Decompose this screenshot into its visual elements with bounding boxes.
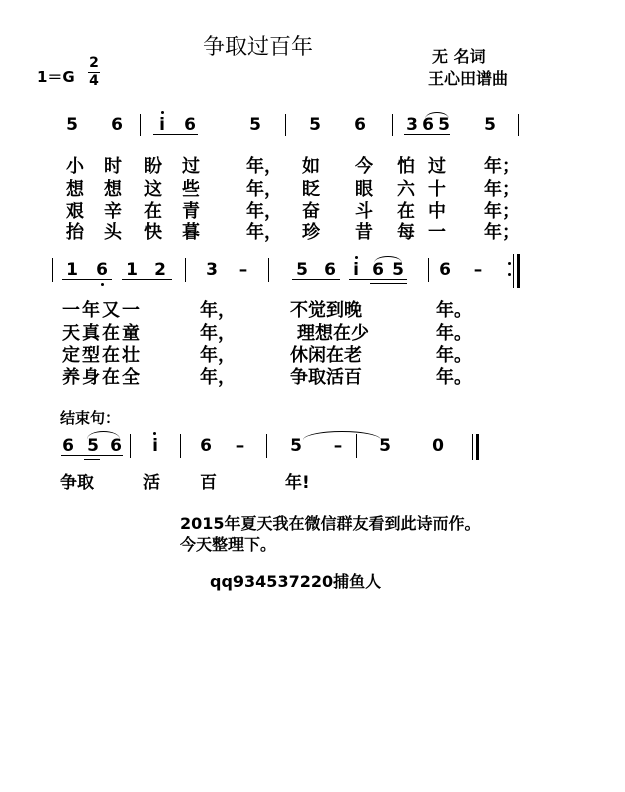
lyric: 百 [200,473,217,493]
lyric: 每 [397,222,415,243]
note: 6 [110,436,122,456]
bar-line [392,114,393,136]
note: i [152,436,158,456]
lyric: 年； [484,201,520,222]
lyric: 一 [428,222,446,243]
time-signature-top: 2 [89,55,99,71]
lyric: 年。 [436,367,472,388]
note: i [353,260,359,280]
bar-line [266,434,267,458]
lyric: 昔 [355,222,373,243]
note: 1 [126,260,138,280]
lyric: 想 [66,179,84,200]
repeat-bar-line [513,254,514,288]
note: 5 [484,115,496,135]
eighth-underline [404,134,450,135]
note: 1 [66,260,78,280]
lyric: 年! [285,473,310,493]
note: 3 [206,260,218,280]
lyricist-credit: 无 名词 [432,47,486,66]
time-signature-bottom: 4 [89,73,99,89]
eighth-underline [62,279,112,280]
high-octave-dot [153,432,156,435]
note: 6 [324,260,336,280]
bar-line [185,258,186,282]
bar-line [140,114,141,136]
bar-line [356,434,357,458]
lyric: 过 [428,156,446,177]
final-bar-line [472,434,473,460]
lyric: 过 [182,156,200,177]
eighth-underline [349,279,407,280]
eighth-underline [292,279,340,280]
lyric: 年。 [436,345,472,366]
bar-line [52,258,53,282]
final-bar-line-thick [476,434,479,460]
note: 5 [392,260,404,280]
note-text-2: 今天整理下。 [180,535,277,554]
low-octave-dot [101,283,104,286]
lyric: 艰 [66,201,84,222]
lyric: 些 [182,179,200,200]
lyric: 不觉到晚 [290,300,362,321]
note: 6 [200,436,212,456]
lyric: 年， [200,345,236,366]
sixteenth-underline [84,459,100,460]
lyric: 争取活百 [290,367,362,388]
lyric: 斗 [355,201,373,222]
lyric: 年， [200,367,236,388]
lyric: 这 [144,179,162,200]
note: 2 [154,260,166,280]
eighth-underline [153,134,198,135]
slur [425,112,449,119]
bar-line [285,114,286,136]
note: 6 [62,436,74,456]
lyric: 怕 [397,156,415,177]
lyric: 天真在童 [62,323,142,344]
note: 5 [249,115,261,135]
lyric: 眨 [302,179,320,200]
note: 6 [372,260,384,280]
bar-line [130,434,131,458]
repeat-dot [508,262,511,265]
high-octave-dot [161,111,164,114]
lyric: 抬 [66,222,84,243]
lyric: 在 [397,201,415,222]
note: i [159,115,165,135]
lyric: 六 [397,179,415,200]
note: 5 [309,115,321,135]
lyric: 争取 [60,473,94,493]
key-signature: 1＝G [37,68,75,86]
note: – [235,436,245,456]
note: 6 [184,115,196,135]
time-signature [88,55,100,90]
note: 5 [87,436,99,456]
lyric: 今 [355,156,373,177]
bar-line [428,258,429,282]
lyric: 一年又一 [62,300,142,321]
note: 0 [432,436,444,456]
lyric: 眼 [355,179,373,200]
lyric: 休闲在老 [290,345,362,366]
note: 5 [290,436,302,456]
lyric: 暮 [182,222,200,243]
lyric: 如 [302,156,320,177]
bar-line [180,434,181,458]
lyric: 活 [143,473,160,493]
repeat-dot [508,273,511,276]
note: 6 [96,260,108,280]
lyric: 年， [246,222,282,243]
lyric: 年， [246,179,282,200]
lyric: 想 [104,179,122,200]
lyric: 养身在全 [62,367,142,388]
lyric: 快 [144,222,162,243]
note-text-1: 2015年夏天我在微信群友看到此诗而作。 [180,514,481,533]
note: 3 [406,115,418,135]
bar-line [518,114,519,136]
lyric: 辛 [104,201,122,222]
note: 6 [111,115,123,135]
note: 6 [439,260,451,280]
note: 5 [438,115,450,135]
signature: qq934537220捕鱼人 [210,572,382,591]
note: – [473,260,483,280]
repeat-bar-line-thick [517,254,520,288]
lyric: 年， [246,156,282,177]
note: 5 [379,436,391,456]
lyric: 奋 [302,201,320,222]
lyric: 年。 [436,300,472,321]
slur [87,431,120,439]
composer-credit: 王心田谱曲 [428,69,509,88]
slur [374,256,402,263]
lyric: 年， [200,300,236,321]
lyric: 定型在壮 [62,345,142,366]
song-title: 争取过百年 [203,35,314,60]
lyric: 中 [428,201,446,222]
eighth-underline [122,279,172,280]
note: 5 [66,115,78,135]
eighth-underline [61,455,123,456]
sixteenth-underline [370,283,407,284]
bar-line [268,258,269,282]
note: 6 [354,115,366,135]
lyric: 年， [246,201,282,222]
high-octave-dot [355,256,358,259]
ending-label: 结束句： [60,409,121,427]
lyric: 年； [484,222,520,243]
lyric: 年； [484,156,520,177]
lyric: 盼 [144,156,162,177]
note: – [333,436,343,456]
lyric: 头 [104,222,122,243]
lyric: 时 [104,156,122,177]
note: – [238,260,248,280]
lyric: 年， [200,323,236,344]
lyric: 理想在少 [297,323,369,344]
lyric: 年。 [436,323,472,344]
lyric: 青 [182,201,200,222]
lyric: 十 [428,179,446,200]
lyric: 小 [66,156,84,177]
lyric: 珍 [302,222,320,243]
lyric: 年； [484,179,520,200]
note: 5 [296,260,308,280]
note: 6 [422,115,434,135]
lyric: 在 [144,201,162,222]
